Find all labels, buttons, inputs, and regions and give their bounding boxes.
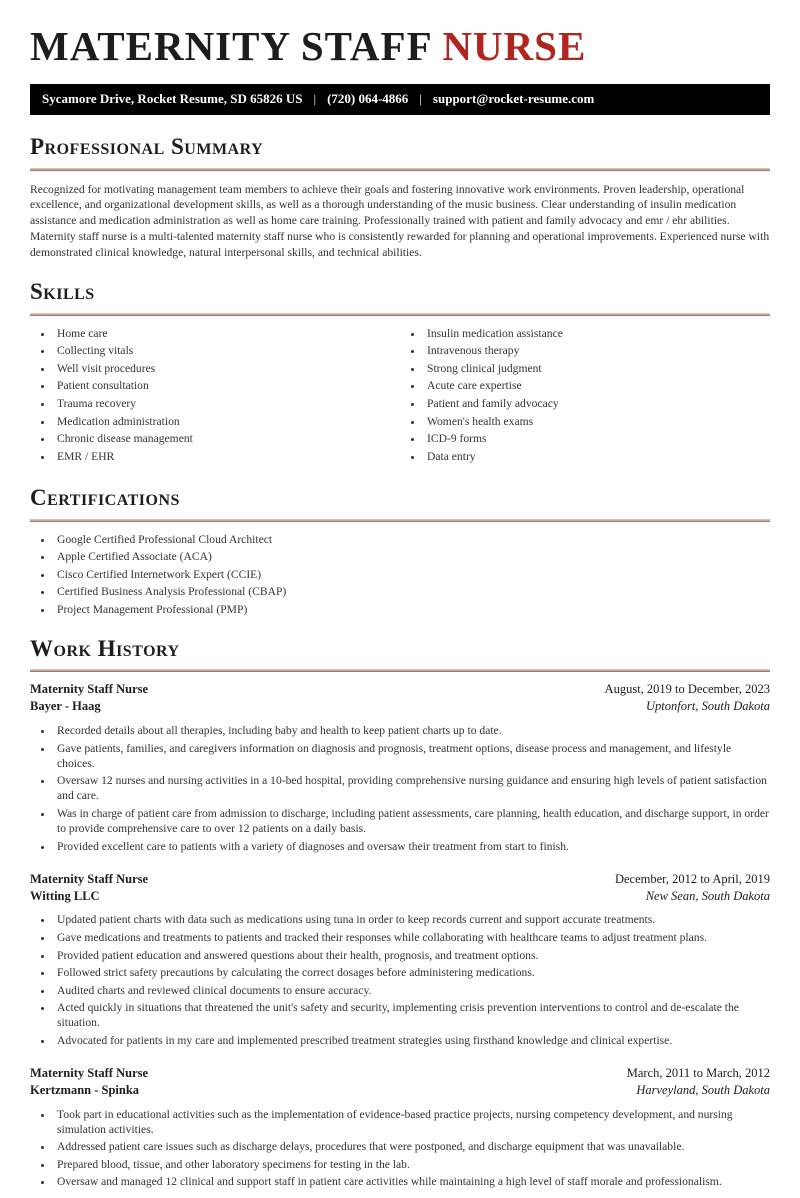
section-rule <box>30 669 770 672</box>
job-dates: March, 2011 to March, 2012 <box>626 1065 770 1080</box>
job-entry <box>30 681 770 853</box>
skill-item: • Women's health exams <box>424 414 770 429</box>
section-work-history <box>30 636 770 1190</box>
skill-item: • Home care <box>54 326 400 341</box>
skill-item: • EMR / EHR <box>54 449 400 464</box>
skill-item: • Acute care expertise <box>424 378 770 393</box>
section-rule <box>30 168 770 171</box>
job-header-row <box>30 681 770 698</box>
contact-address: Sycamore Drive, Rocket Resume, SD 65826 US <box>42 91 303 107</box>
job-bullet: • Acted quickly in situations that threatened the unit's safety and security, implementing crisis prevention interventions to control and de-escalate the situation. <box>54 1000 770 1030</box>
job-location: Harveyland, South Dakota <box>636 1082 770 1097</box>
job-entry <box>30 871 770 1048</box>
job-bullet: • Prepared blood, tissue, and other laboratory specimens for testing in the lab. <box>54 1157 770 1172</box>
section-certifications <box>30 485 770 617</box>
job-title: Maternity Staff Nurse <box>30 682 149 697</box>
job-entry <box>30 1065 770 1190</box>
job-bullet: • Recorded details about all therapies, including baby and health to keep patient charts up to date. <box>54 723 770 738</box>
job-bullet: • Updated patient charts with data such as medications using tuna in order to keep records current and support accurate treatments. <box>54 912 770 927</box>
section-heading-certifications: Certifications <box>30 485 180 511</box>
section-heading-skills: Skills <box>30 279 95 305</box>
job-list <box>30 681 770 1189</box>
job-subheader-row <box>30 1082 770 1099</box>
page-title-dark: MATERNITY STAFF <box>30 23 443 69</box>
job-header-row <box>30 871 770 888</box>
page-title-accent: NURSE <box>442 23 587 69</box>
section-skills <box>30 279 770 466</box>
job-company: Witting LLC <box>30 888 100 903</box>
job-bullet: • Provided patient education and answered questions about their health, prognosis, and treatment options. <box>54 948 770 963</box>
skill-item: • Data entry <box>424 449 770 464</box>
job-dates: December, 2012 to April, 2019 <box>614 871 770 886</box>
skill-item: • Collecting vitals <box>54 343 400 358</box>
job-bullet-list <box>30 912 770 1048</box>
job-title: Maternity Staff Nurse <box>30 1065 149 1080</box>
job-bullet: • Provided excellent care to patients with a variety of diagnoses and oversaw their treatment from start to finish. <box>54 839 770 854</box>
skill-item: • Well visit procedures <box>54 361 400 376</box>
certification-item: • Project Management Professional (PMP) <box>54 602 770 617</box>
contact-separator: | <box>313 91 317 107</box>
job-location: New Sean, South Dakota <box>645 888 770 903</box>
contact-bar <box>30 84 770 115</box>
job-location: Uptonfort, South Dakota <box>646 699 770 714</box>
job-bullet: • Addressed patient care issues such as discharge delays, procedures that were postponed, and discharge equipment that was unavailable. <box>54 1139 770 1154</box>
skill-item: • Trauma recovery <box>54 396 400 411</box>
skills-columns <box>30 316 770 467</box>
job-bullet-list <box>30 1107 770 1190</box>
skill-item: • ICD-9 forms <box>424 431 770 446</box>
contact-email: support@rocket-resume.com <box>432 91 595 107</box>
certification-item: • Apple Certified Associate (ACA) <box>54 549 770 564</box>
job-bullet: • Advocated for patients in my care and implemented prescribed treatment strategies using firsthand knowledge and clinical expertise. <box>54 1033 770 1048</box>
job-subheader-row <box>30 888 770 905</box>
summary-text: Recognized for motivating management team members to achieve their goals and fostering innovative work environments. Proven leadership, operational excellence, and organizational development skills, as well as a thorough understanding of the music business. Clear understanding of insulin medication assistance and medication administration as well as home care training. Professionally trained with patient and family advocacy and emr / ehr abilities. Maternity staff nurse is a multi-talented maternity staff nurse who is consistently rewarded for planning and operational improvements. Experienced nurse with demonstrated clinical knowledge, natural interpersonal skills, and technical abilities. <box>30 182 770 259</box>
certifications-list <box>30 532 770 617</box>
contact-phone: (720) 064-4866 <box>327 91 409 107</box>
skill-item: • Insulin medication assistance <box>424 326 770 341</box>
job-bullet: • Followed strict safety precautions by calculating the correct dosages before administering medications. <box>54 965 770 980</box>
job-header-row <box>30 1065 770 1082</box>
job-bullet: • Oversaw 12 nurses and nursing activities in a 10-bed hospital, providing comprehensive nursing guidance and ensuring high levels of patient satisfaction and care. <box>54 773 770 803</box>
section-professional-summary <box>30 134 770 260</box>
certification-item: • Google Certified Professional Cloud Architect <box>54 532 770 547</box>
section-heading-work-history: Work History <box>30 636 180 662</box>
job-subheader-row <box>30 698 770 715</box>
job-bullet: • Was in charge of patient care from admission to discharge, including patient assessments, care planning, health education, and discharge support, in order to provide comprehensive care to over 12 patients on a daily basis. <box>54 806 770 836</box>
job-dates: August, 2019 to December, 2023 <box>604 682 770 697</box>
job-bullet-list <box>30 723 770 854</box>
skills-list-right <box>400 326 770 467</box>
skill-item: • Patient and family advocacy <box>424 396 770 411</box>
contact-separator: | <box>419 91 422 107</box>
job-company: Kertzmann - Spinka <box>30 1082 140 1097</box>
page-title <box>30 24 770 69</box>
section-rule <box>30 519 770 522</box>
skill-item: • Patient consultation <box>54 378 400 393</box>
certification-item: • Certified Business Analysis Professional (CBAP) <box>54 584 770 599</box>
job-title: Maternity Staff Nurse <box>30 871 149 886</box>
skill-item: • Strong clinical judgment <box>424 361 770 376</box>
section-heading-professional-summary: Professional Summary <box>30 134 264 160</box>
job-bullet: • Gave patients, families, and caregivers information on diagnosis and prognosis, treatment options, disease process and management, and lifestyle choices. <box>54 741 770 771</box>
skill-item: • Medication administration <box>54 414 400 429</box>
skill-item: • Intravenous therapy <box>424 343 770 358</box>
skill-item: • Chronic disease management <box>54 431 400 446</box>
job-bullet: • Took part in educational activities such as the implementation of evidence-based practice projects, nursing competency development, and nursing simulation activities. <box>54 1107 770 1137</box>
job-company: Bayer - Haag <box>30 699 101 714</box>
job-bullet: • Oversaw and managed 12 clinical and support staff in patient care activities while maintaining a high level of staff morale and professionalism. <box>54 1174 770 1189</box>
job-bullet: • Gave medications and treatments to patients and tracked their responses while collaborating with healthcare teams to adjust treatment plans. <box>54 930 770 945</box>
certification-item: • Cisco Certified Internetwork Expert (CCIE) <box>54 567 770 582</box>
job-bullet: • Audited charts and reviewed clinical documents to ensure accuracy. <box>54 983 770 998</box>
skills-list-left <box>30 326 400 467</box>
